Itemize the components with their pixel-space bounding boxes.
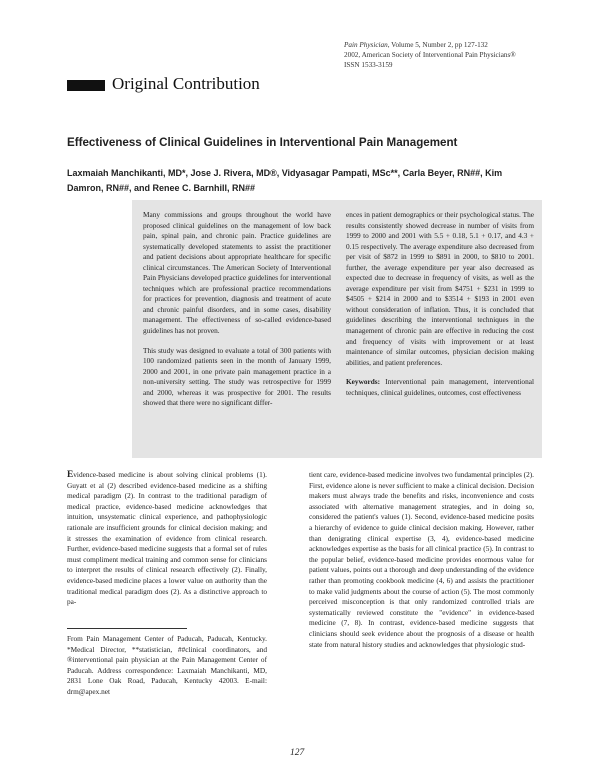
keywords-list: Interventional pain management, interventional techniques, clinical guidelines, outcomes, cost effectiveness: [346, 377, 534, 397]
keywords-label: Keywords:: [346, 377, 381, 387]
article-authors: Laxmaiah Manchikanti, MD*, Jose J. Rivera, MD®, Vidyasagar Pampati, MSc**, Carla Beyer, RN##, Kim Damron, RN##, and Renee C. Barnhill, RN##: [67, 168, 503, 193]
drop-cap: E: [67, 470, 74, 480]
section-label: Original Contribution: [112, 74, 260, 93]
abstract-paragraph: Many commissions and groups throughout the world have proposed clinical guidelines on the management of low back pain, spinal pain, and chronic pain. Practice guidelines are systematically developed statements to assist the practitioner and patient decisions about appropriate healthcare for specific clinical circumstances. The American Society of Interventional Pain Physicians developed practice guidelines for interventional techniques which are professional practice recommendations for practices for prevention, diagnosis and treatment of acute and chronic painful disorders, and in some cases, disability management. The effectiveness of so-called evidence-based guidelines has not proven.: [143, 210, 331, 336]
journal-name: Pain Physician: [344, 41, 388, 49]
body-paragraph: tient care, evidence-based medicine involves two fundamental principles (2). First, evidence alone is never sufficient to make a clinical decision. Decision makers must always trade the benefits and risks, inconvenience and costs associated with alternative management strategies, and in doing so, considered the patient's values (1). Second, evidence-based medicine posits a hierarchy of evidence to guide clinical decision making. However, rather than denigrating clinical expertise (3, 4), evidence-based medicine acknowledges expertise as the basis for all clinical practice (5). In contrast to the popular belief, evidence-based medicine provides enormous value for patient values, points out a thorough and deep understanding of the evidence rather than promoting cookbook medicine (4, 6) and assists the practitioner to make valid judgments about the course of action (5). The most commonly perceived misconception is that only randomized controlled trials are systematically reviewed constitute the "evidence" in evidence-based medicine (7, 8). In contrast, evidence-based medicine suggests that clinicians should seek evidence about the prognosis of a disease or health state from natural history studies and acknowledges that physiologic stud-: [309, 470, 534, 649]
affiliation-footnote: From Pain Management Center of Paducah, Paducah, Kentucky. *Medical Director, **statistician, ##clinical coordinators, and ®interventional pain physician at the Pain Management Center of Paducah. Address correspondence: Laxmaiah Manchikanti, MD, 2831 Lone Oak Road, Paducah, Kentucky 42003. E-mail: drm@apex.net: [67, 634, 267, 696]
journal-copyright: 2002, American Society of Interventional Pain Physicians®: [344, 51, 516, 59]
body-paragraph: vidence-based medicine is about solving clinical problems (1). Guyatt et al (2) described evidence-based medicine as a shifting medical paradigm (2). In contrast to the traditional paradigm of medical practice, evidence-based medicine acknowledges that intuition, unsystematic clinical experience, and pathophysiologic rationale are insufficient grounds for clinical decision making; and it stresses the examination of evidence from clinical research. Further, evidence-based medicine suggests that a formal set of rules must compliment medical training and common sense for clinicians to interpret the results of clinical research effectively (2). Finally, evidence-based medicine places a lower value on authority than the traditional medical paradigm does (2). As a distinctive approach to pa-: [67, 470, 267, 607]
journal-issn: ISSN 1533-3159: [344, 61, 393, 69]
footnote-divider: [67, 628, 187, 629]
keywords: [346, 377, 534, 398]
page-number: 127: [290, 748, 305, 758]
body-right-column: [309, 470, 534, 650]
journal-header: [344, 40, 564, 70]
abstract-left-column: [143, 210, 331, 418]
section-marker-bar: [67, 80, 105, 91]
abstract-right-column: [346, 210, 534, 407]
article-title: Effectiveness of Clinical Guidelines in Interventional Pain Management: [67, 136, 458, 149]
abstract-paragraph: This study was designed to evaluate a total of 300 patients with 100 randomized patients seen in the month of January 1999, 2000 and 2001, in one private pain management practice in a non-university setting. The study was retrospective for 1999 and 2000, whereas it was prospective for 2001. The results showed that there were no significant differ-: [143, 345, 331, 408]
body-left-column: [67, 470, 267, 608]
abstract-paragraph: ences in patient demographics or their psychological status. The results consistently showed decrease in number of visits from 1999 to 2000 and 2001 with 5.5 + 0.18, 5.1 + 0.17, and 4.3 + 0.15 respectively. The average expenditure also decreased from per visit of $872 in 1999 to $891 in 2000, to $810 to 2001. further, the average expenditure per year also decreased as expected due to decrease in frequency of visits, as well as the average expenditure per visit from $4751 + $231 in 1999 to $4505 + $214 in 2000 and to $3514 + $193 in 2001 even without consideration of inflation. Thus, it is concluded that guidelines describing the interventional techniques in the management of chronic pain are effective in reducing the cost and frequency of visits with improvement or at least maintenance of similar outcomes, physician decision making abilities, and patient preferences.: [346, 210, 534, 367]
journal-citation: Pain Physician, Volume 5, Number 2, pp 127-132: [344, 41, 488, 49]
